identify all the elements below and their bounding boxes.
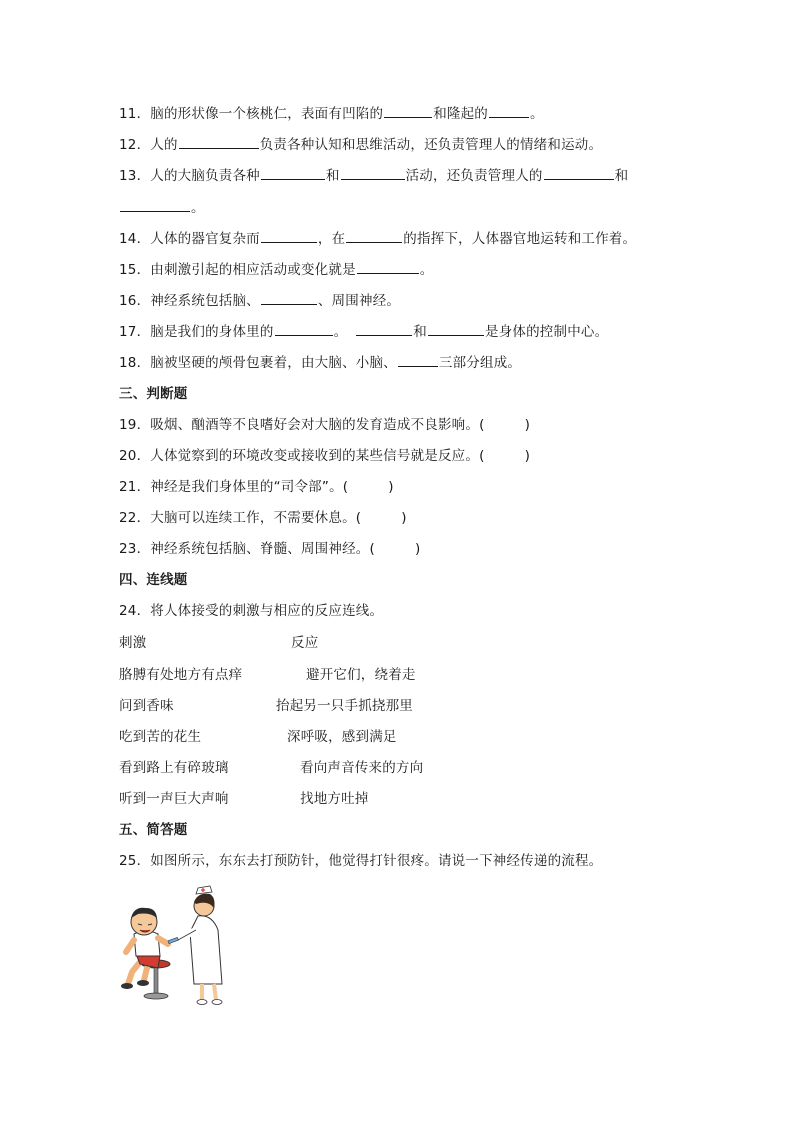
- match-row: [119, 790, 369, 808]
- match-header-response: 反应: [291, 635, 319, 651]
- stimulus-item[interactable]: 吃到苦的花生: [119, 729, 202, 745]
- match-header-stimulus: 刺激: [119, 635, 147, 651]
- question-18: 18．脑被坚硬的颅骨包裹着，由大脑、小脑、 三部分组成。: [119, 355, 522, 371]
- answer-blank[interactable]: [275, 322, 333, 336]
- match-row: [119, 728, 397, 746]
- question-20: 20．人体觉察到的环境改变或接收到的某些信号就是反应。( ): [119, 448, 531, 464]
- question-12: 12．人的 负责各种认知和思维活动，还负责管理人的情绪和运动。: [119, 137, 603, 153]
- question-22: 22．大脑可以连续工作，不需要休息。( ): [119, 510, 407, 526]
- match-header: [119, 634, 319, 652]
- question-14: 14．人体的器官复杂而 ，在 的指挥下，人体器官地运转和工作着。: [119, 231, 637, 247]
- question-17: 17．脑是我们的身体里的 。 和 是身体的控制中心。: [119, 324, 609, 340]
- answer-blank[interactable]: [544, 166, 614, 180]
- answer-blank[interactable]: [428, 322, 484, 336]
- injection-illustration: [118, 884, 240, 1008]
- answer-blank[interactable]: [356, 322, 412, 336]
- stimulus-item[interactable]: 听到一声巨大声响: [119, 791, 229, 807]
- answer-blank[interactable]: [261, 291, 317, 305]
- question-13: 13．人的大脑负责各种 和 活动，还负责管理人的 和: [119, 168, 629, 184]
- question-11: 11．脑的形状像一个核桃仁，表面有凹陷的 和隆起的 。: [119, 106, 544, 122]
- stimulus-item[interactable]: 看到路上有碎玻璃: [119, 760, 229, 776]
- question-13-continued: 。: [119, 198, 205, 217]
- response-item[interactable]: 找地方吐掉: [300, 791, 369, 807]
- stimulus-item[interactable]: 胳膊有处地方有点痒: [119, 667, 243, 683]
- stimulus-item[interactable]: 问到香味: [119, 698, 174, 714]
- answer-blank[interactable]: [120, 198, 190, 212]
- answer-blank[interactable]: [179, 135, 259, 149]
- answer-blank[interactable]: [398, 353, 438, 367]
- response-item[interactable]: 抬起另一只手抓挠那里: [276, 698, 413, 714]
- section-heading-matching: 四、连线题: [119, 572, 188, 588]
- answer-blank[interactable]: [341, 166, 405, 180]
- question-19: 19．吸烟、酗酒等不良嗜好会对大脑的发育造成不良影响。( ): [119, 417, 531, 433]
- section-heading-short-answer: 五、简答题: [119, 822, 188, 838]
- question-16: 16．神经系统包括脑、 、周围神经。: [119, 293, 401, 309]
- answer-blank[interactable]: [489, 104, 529, 118]
- question-25: 25．如图所示，东东去打预防针，他觉得打针很疼。请说一下神经传递的流程。: [119, 853, 603, 869]
- answer-blank[interactable]: [384, 104, 432, 118]
- question-21: 21．神经是我们身体里的“司令部”。( ): [119, 479, 394, 495]
- response-item[interactable]: 看向声音传来的方向: [300, 760, 424, 776]
- answer-blank[interactable]: [346, 229, 402, 243]
- response-item[interactable]: 深呼吸，感到满足: [287, 729, 397, 745]
- answer-blank[interactable]: [261, 166, 325, 180]
- match-row: [119, 666, 416, 684]
- match-row: [119, 697, 413, 715]
- question-15: 15．由刺激引起的相应活动或变化就是 。: [119, 262, 434, 278]
- match-row: [119, 759, 424, 777]
- response-item[interactable]: 避开它们，绕着走: [306, 667, 416, 683]
- question-23: 23．神经系统包括脑、脊髓、周围神经。( ): [119, 541, 421, 557]
- answer-blank[interactable]: [261, 229, 317, 243]
- question-24: 24．将人体接受的刺激与相应的反应连线。: [119, 603, 384, 619]
- answer-blank[interactable]: [357, 260, 419, 274]
- section-heading-judge: 三、判断题: [119, 386, 188, 402]
